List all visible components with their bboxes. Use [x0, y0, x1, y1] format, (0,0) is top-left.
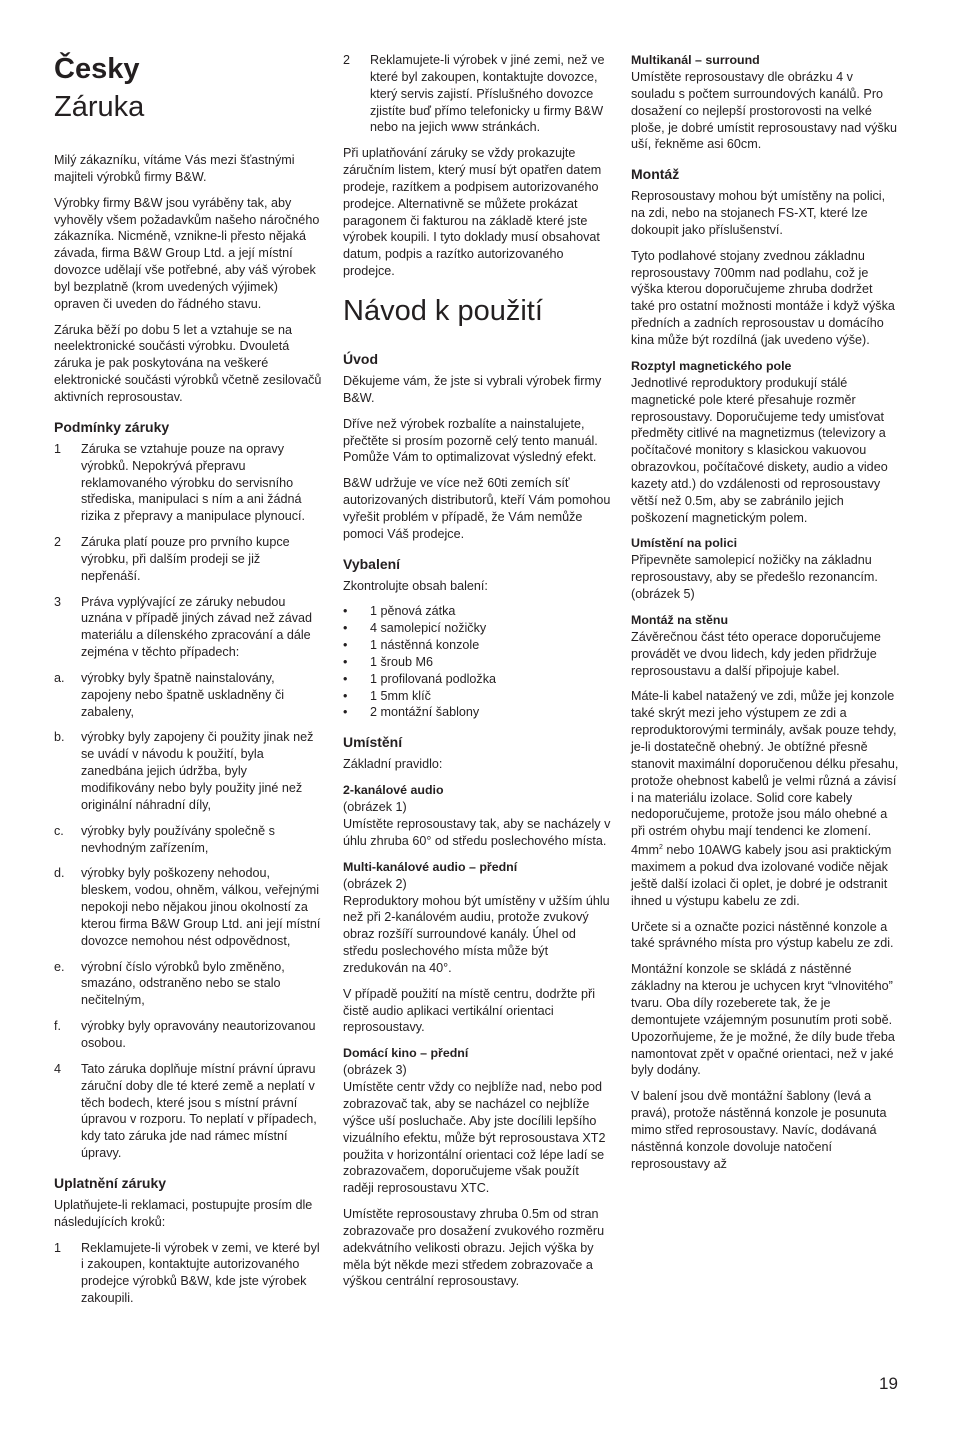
two-channel-heading: 2-kanálové audio: [343, 783, 444, 798]
unpack-intro: Zkontrolujte obsah balení:: [343, 578, 488, 593]
conditions-item: 1 Záruka se vztahuje pouze na opravy výrobků. Nepokrývá přepravu reklamovaného výrobku do servisního střediska, manipulaci s ním a ani žádná rizika z přepravy a manipulace plynoucí.: [54, 441, 305, 524]
magnetic-text: Jednotlivé reproduktory produkují stálé magnetické pole které přesahuje rozměr reprosoustavy. Doporučujeme tedy umisťovat předměty citlivé na magnetizmus (televizory a počítačové monitory s klasickou vakuovou obrazovkou, počítačové diskety, audio a video kazety atd.) do vzdálenosti od reprosoustavy větší než 0.5m, aby se zabránilo jejich poškození magnetickým polem.: [631, 375, 888, 525]
conditions-item: a. výrobky byly špatně nainstalovány, zapojeny nebo špatně uskladněny či zabaleny,: [54, 670, 285, 719]
magnetic-heading: Rozptyl magnetického pole: [631, 358, 792, 373]
warranty-intro-1: Milý zákazníku, vítáme Vás mezi šťastnými majiteli výrobků firmy B&W.: [54, 153, 295, 184]
conditions-item: 4 Tato záruka doplňuje místní právní úpravu záruční doby dle té které země a neplatí v těch bodech, které jsou s místní právní úpravou v rozporu. To neplatí v případech, kdy tato záruka jde nad rámec místní úpravy.: [54, 1061, 317, 1161]
claim-intro: Uplatňujete-li reklamaci, postupujte prosím dle následujících kroků:: [54, 1197, 313, 1229]
page-number: 19: [879, 1374, 898, 1393]
list-item: • 4 samolepicí nožičky: [343, 621, 487, 636]
two-channel-text: (obrázek 1) Umístěte reprosoustavy tak, aby se nacházely v úhlu zhruba 60° od středu poslechového místa.: [343, 800, 611, 848]
conditions-heading: Podmínky záruky: [54, 418, 170, 435]
intro-heading: Úvod: [343, 350, 378, 367]
shelf-heading: Umístění na polici: [631, 536, 738, 551]
cable-text: Máte-li kabel natažený ve zdi, může jej konzole také skrýt mezi jeho výstupem ze zdi a reproduktorovými terminály, avšak pouze tehdy, je-li dostatečně ohebný. Je obtížné přesně stanovit maximální doporučenou délku přesahu, protože ohebnost kabelů je velmi různá a závisí i na materiálu izolace. Solid core kabely nedoporučujeme, protože jsou málo ohebné a při ostrém ohybu mají tendenci ke zlomení. $4mm^2$ nebo 10AWG kabely jsou asi praktickým maximem a pokud dva izolované vodiče nějak ještě další izolaci či oplet, je dobré je odstranit ihned u výstupu kabelu ze zdi.: [631, 689, 899, 908]
placement-intro: Základní pravidlo:: [343, 757, 443, 772]
manual-title: Návod k použití: [343, 294, 543, 327]
conditions-item: b. výrobky byly zapojeny či použity jinak než se uvádí v návodu k použití, byla zanedbána jejich údržba, byly modifikovány nebo byly použity jiné než originální náhradní díly,: [54, 730, 314, 812]
multi-front-heading: Multi-kanálové audio – přední: [343, 859, 518, 874]
placement-heading: Umístění: [343, 734, 403, 751]
claim-note: Při uplatňování záruky se vždy prokazujte záručním listem, který musí být opatřen datem prodeje, razítkem a podpisem autorizovaného prodejce. Alternativně se můžete prokázat paragonem či fakturou na základě které jste výrobek koupili. I tyto doklady musí obsahovat datum, podpis a razítko autorizovaného prodejce.: [343, 146, 602, 279]
column-2: [343, 52, 611, 1299]
wall-heading: Montáž na stěnu: [631, 612, 729, 627]
surround-text: Umístěte reprosoustavy dle obrázku 4 v souladu s počtem surroundových kanálů. Pro dosažení co nejlepší prostorovosti na velké ploše, je dobré umístit reprosoustavy nad výšku uší, řekněme asi 60cm.: [631, 70, 897, 152]
list-item: • 2 montážní šablony: [343, 705, 480, 720]
home-theater-heading: Domácí kino – přední: [343, 1046, 469, 1061]
home-theater-text: (obrázek 3) Umístěte centr vždy co nejblíže nad, nebo pod zobrazovač tak, aby se nacházel co nejblíže výšce uší posluchače. Aby jste docílili lepšího vizuálního efektu, může být reprosoustava XT2 použita v horizontální orientaci což lépe ladí se zobrazovačem, doporučujeme však použít raději reprosoustavu XTC.: [343, 1063, 606, 1196]
claim-heading: Uplatnění záruky: [54, 1174, 167, 1191]
list-item: • 1 5mm klíč: [343, 688, 431, 703]
unpack-list: [343, 603, 611, 721]
conditions-item: 2 Záruka platí pouze pro prvního kupce výrobku, při dalším prodeji se již nepřenáší.: [54, 535, 290, 583]
conditions-item: 3 Práva vyplývající ze záruky nebudou uznána v případě jiných závad než závad materiálu a dílenského zpracování a dále zejména v těchto případech:: [54, 594, 313, 660]
templates-text: V balení jsou dvě montážní šablony (levá a pravá), protože nástěnná konzole je posunuta mimo střed reprosoustavy. Navíc, dodávaná nástěnná konzole dovoluje natočení reprosoustavy až: [631, 1089, 887, 1171]
warranty-title: Záruka: [54, 91, 145, 123]
wall-text: Závěrečnou část této operace doporučujeme provádět ve dvou lidech, kdy jeden přidržuje reprosoustavu a další připojuje kabel.: [631, 629, 881, 678]
conditions-item: d. výrobky byly poškozeny nehodou, bleskem, vodou, ohněm, válkou, veřejnými nepokoji nebo nějakou jinou okolností za kterou firma B&W Group Ltd. ani její místní dovozce nemohou nést odpovědnost,: [54, 866, 321, 948]
list-item: • 1 šroub M6: [343, 654, 433, 669]
mount-heading: Montáž: [631, 166, 680, 183]
multi-front-text: (obrázek 2) Reproduktory mohou být umístěny v užším úhlu než při 2-kanálovém audiu, protože zvukový obraz rozšíří surroundové kanály. Úhel od středu poslechového místa může být zredukován na 40°.: [343, 876, 610, 975]
warranty-intro-3: Záruka běží po dobu 5 let a vztahuje se na neelektronické součásti výrobku. Dvouletá záruka je pak poskytována na veškeré elektronické součásti výrobků včetně zesilovačů aktivních reprosoustav.: [54, 322, 322, 404]
mount-paragraph-1: Reprosoustavy mohou být umístěny na polici, na zdi, nebo na stojanech FS-XT, které lze dokoupit jako příslušenství.: [631, 189, 886, 237]
intro-paragraph-2: Dříve než výrobek rozbalíte a nainstalujete, přečtěte si prosím pozorně celý tento manuál. Pomůže Vám to optimalizovat výsledný efekt.: [343, 416, 598, 465]
list-item: • 1 nástěnná konzole: [343, 638, 480, 653]
mark-position-text: Určete si a označte pozici nástěnné konzole a také správného místa pro výstup kabelu ze zdi.: [631, 919, 894, 951]
column-3: [631, 52, 899, 1181]
list-item: • 1 pěnová zátka: [343, 604, 456, 619]
surround-heading: Multikanál – surround: [631, 53, 760, 67]
column-1: [54, 52, 322, 1316]
claim-item: 1 Reklamujete-li výrobek v zemi, ve které byl i zakoupen, kontaktujte autorizovaného prodejce výrobků B&W, kde jste výrobek zakoupili.: [54, 1240, 320, 1306]
unpack-heading: Vybalení: [343, 555, 401, 572]
center-text: V případě použití na místě centru, dodržte při čistě audio aplikaci vertikální orientaci reprosoustavy.: [343, 986, 596, 1035]
list-item: • 1 profilovaná podložka: [343, 671, 497, 686]
conditions-item: c. výrobky byly používány společně s nevhodným zařízením,: [54, 823, 275, 855]
intro-paragraph-1: Děkujeme vám, že jste si vybrali výrobek firmy B&W.: [343, 373, 602, 405]
bracket-text: Montážní konzole se skládá z nástěnné základny na kterou je uchycen kryt “vlnovitého” tvaru. Oba díly rozeberete tak, že je demontujete vzájemným posunutím proti sobě. Upozorňujeme, že je možné, že díly bude třeba namontovat zpět v opačné orientaci, než v jaké byly dodány.: [631, 962, 895, 1078]
distance-text: Umístěte reprosoustavy zhruba 0.5m od stran zobrazovače pro dosažení zvukového rozměru adekvátního velikosti obrazu. Jejich výška by měla být někde mezi středem zobrazovače a výškou centrální reprosoustavy.: [343, 1207, 605, 1289]
mount-paragraph-2: Tyto podlahové stojany zvednou základnu reprosoustavy 700mm nad podlahu, což je výška kterou doporučujeme zhruba dodržet také pro ostatní možnosti montáže i když výška předních a zadních reprosoustav u domácího kina může být rozdílná (jak uvedeno výše).: [631, 248, 895, 347]
claim-item: 2 Reklamujete-li výrobek v jiné zemi, než ve které byl zakoupen, kontaktujte dovozce, který servis zajistí. Příslušného dovozce zjistíte buď přímo telefonicky u firmy B&W nebo na jejich www stránkách.: [343, 53, 605, 135]
conditions-item: e. výrobní číslo výrobků bylo změněno, smazáno, odstraněno nebo se stalo nečitelným,: [54, 959, 285, 1008]
warranty-intro-2: Výrobky firmy B&W jsou vyráběny tak, aby vyhověly všem požadavkům našeho náročného zákazníka. Nicméně, vznikne-li přesto nějaká závada, firma B&W Group Ltd. a její místní dovozce udělají vše potřebné, aby váš výrobek byl bezplatně (krom uvedených výjimek) opraven či uveden do řádného stavu.: [54, 195, 320, 311]
conditions-item: f. výrobky byly opravovány neautorizovanou osobou.: [54, 1019, 316, 1050]
intro-paragraph-3: B&W udržuje ve více než 60ti zemích síť autorizovaných distributorů, kteří Vám pomohou vyřešit problém v případě, že Vám nemůže pomoci Váš prodejce.: [343, 476, 611, 541]
shelf-text: Připevněte samolepicí nožičky na základnu reprosoustavy, aby se předešlo rezonancím. (obrázek 5): [631, 553, 878, 602]
language-title: Česky: [54, 53, 140, 85]
